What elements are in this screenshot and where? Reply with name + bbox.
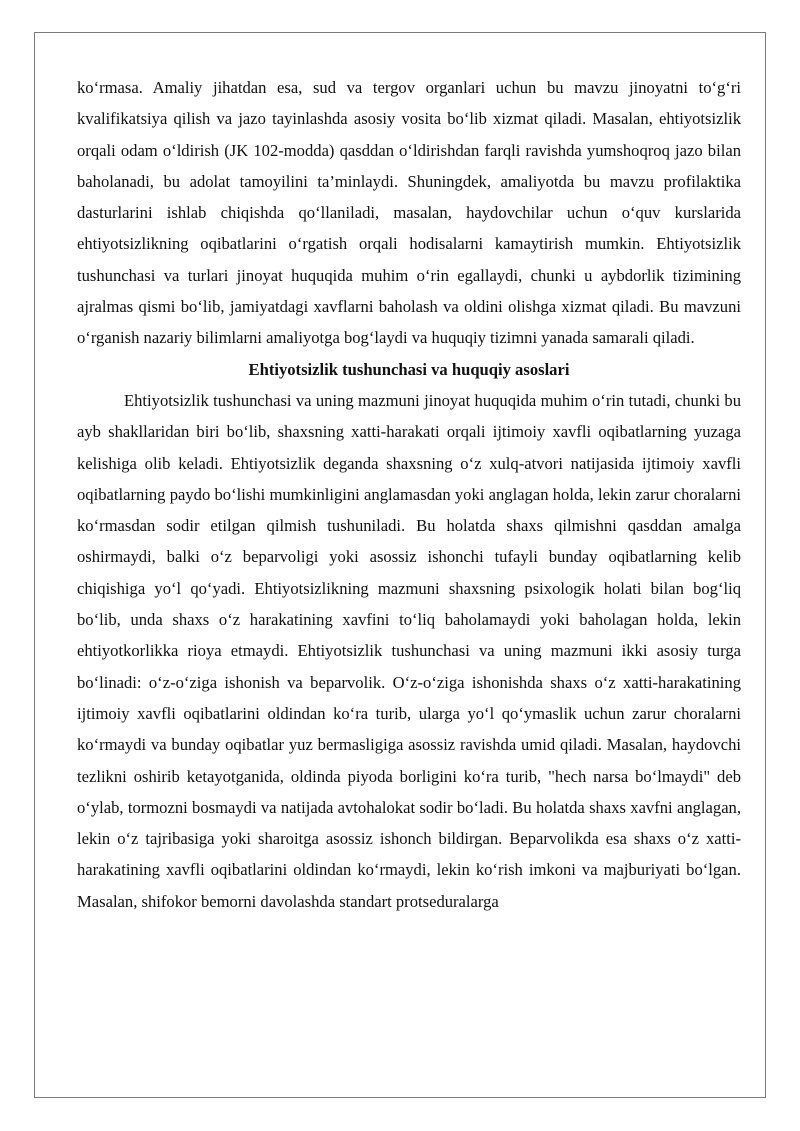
body-paragraph: ko‘rmasa. Amaliy jihatdan esa, sud va tergov organlari uchun bu mavzu jinoyatni to‘g‘ri kvalifikatsiya qilish va jazo tayinlashda asosiy vosita bo‘lib xizmat qiladi. Masalan, ehtiyotsizlik orqali odam o‘ldirish (JK 102-modda) qasddan o‘ldirishdan farqli ravishda yumshoqroq jazo bilan baholanadi, bu adolat tamoyilini ta’minlaydi. Shuningdek, amaliyotda bu mavzu profilaktika dasturlarini ishlab chiqishda qo‘llaniladi, masalan, haydovchilar uchun o‘quv kurslarida ehtiyotsizlikning oqibatlarini o‘rgatish orqali hodisalarni kamaytirish mumkin. Ehtiyotsizlik tushunchasi va turlari jinoyat huquqida muhim o‘rin egallaydi, chunki u aybdorlik tizimining ajralmas qismi bo‘lib, jamiyatdagi xavflarni baholash va oldini olishga xizmat qiladi. Bu mavzuni o‘rganish nazariy bilimlarni amaliyotga bog‘laydi va huquqiy tizimni yanada samarali qiladi.: [77, 78, 741, 348]
section-heading: Ehtiyotsizlik tushunchasi va huquqiy asoslari: [248, 359, 570, 379]
document-body: [77, 72, 741, 917]
body-paragraph: Ehtiyotsizlik tushunchasi va uning mazmuni jinoyat huquqida muhim o‘rin tutadi, chunki bu ayb shakllaridan biri bo‘lib, shaxsning xatti-harakati orqali ijtimoiy xavfli oqibatlarning yuzaga kelishiga olib keladi. Ehtiyotsizlik deganda shaxsning o‘z xulq-atvori natijasida ijtimoiy xavfli oqibatlarning paydo bo‘lishi mumkinligini anglamasdan yoki anglagan holda, lekin zarur choralarni ko‘rmasdan sodir etilgan qilmish tushuniladi. Bu holatda shaxs qilmishni qasddan amalga oshirmaydi, balki o‘z beparvoligi yoki asossiz ishonchi tufayli bunday oqibatlarning kelib chiqishiga yo‘l qo‘yadi. Ehtiyotsizlikning mazmuni shaxsning psixologik holati bilan bog‘liq bo‘lib, unda shaxs o‘z harakatining xavfini to‘liq baholamaydi yoki baholagan holda, lekin ehtiyotkorlikka rioya etmaydi. Ehtiyotsizlik tushunchasi va uning mazmuni ikki asosiy turga bo‘linadi: o‘z-o‘ziga ishonish va beparvolik. O‘z-o‘ziga ishonishda shaxs o‘z xatti-harakatining ijtimoiy xavfli oqibatlarini oldindan ko‘ra turib, ularga yo‘l qo‘ymaslik uchun zarur choralarni ko‘rmaydi va bunday oqibatlar yuz bermasligiga asossiz ravishda umid qiladi. Masalan, haydovchi tezlikni oshirib ketayotganida, oldinda piyoda borligini ko‘ra turib, "hech narsa bo‘lmaydi" deb o‘ylab, tormozni bosmaydi va natijada avtohalokat sodir bo‘ladi. Bu holatda shaxs xavfni anglagan, lekin o‘z tajribasiga yoki sharoitga asossiz ishonch bildirgan. Beparvolikda esa shaxs o‘z xatti-harakatining xavfli oqibatlarini oldindan ko‘rmaydi, lekin ko‘rish imkoni va majburiyati bo‘lgan. Masalan, shifokor bemorni davolashda standart protseduralarga: [77, 390, 741, 911]
